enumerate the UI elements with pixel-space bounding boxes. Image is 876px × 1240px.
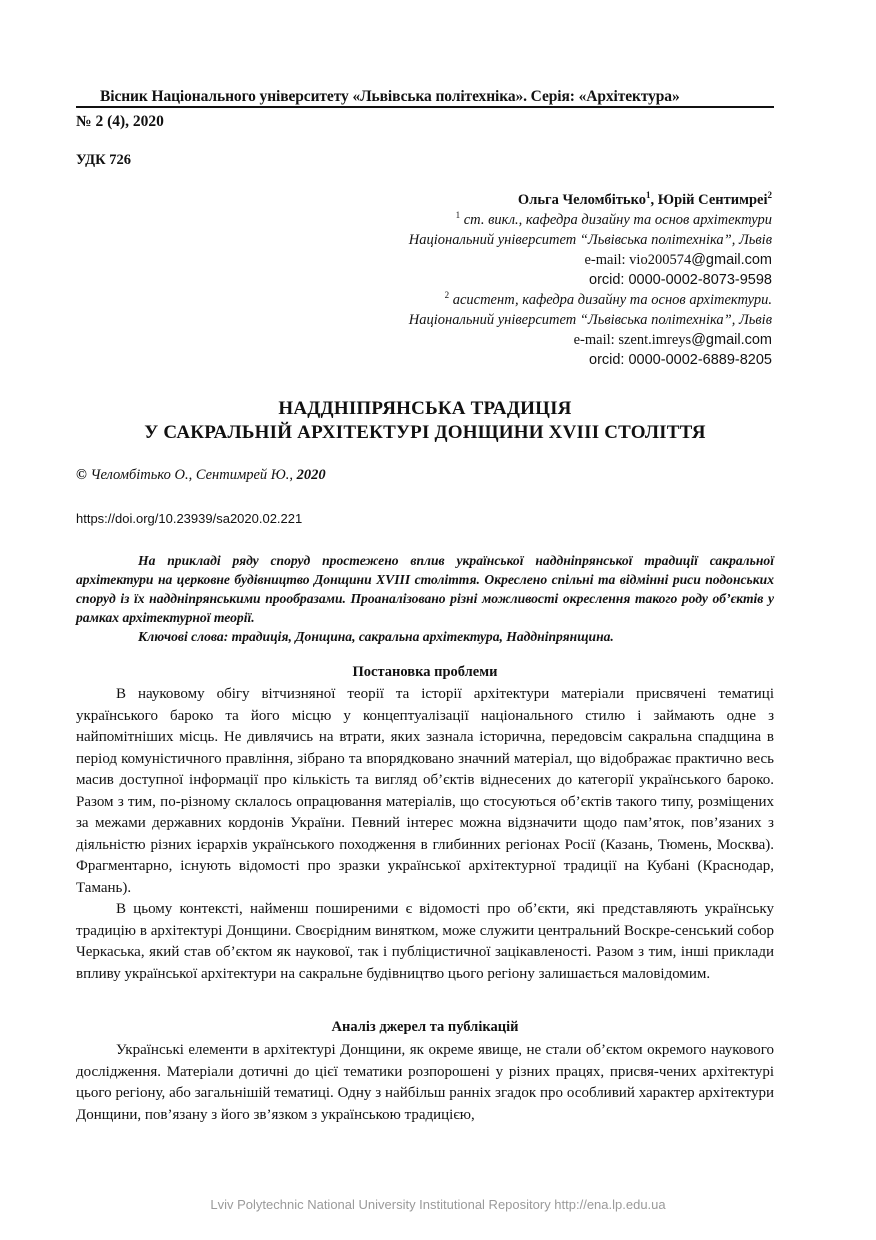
title-line-1: НАДДНІПРЯНСЬКА ТРАДИЦІЯ bbox=[278, 398, 572, 419]
udk-code bbox=[76, 152, 131, 169]
paragraph: Українські елементи в архітектурі Донщини, як окреме явище, не стали об’єктом окремого наукового дослідження. Матеріали дотичні до цієї тематики розпорошені у різних працях, присвя-чених архітектурі цього регіону, або загальнішій тематиці. Одну з найбільш ранніх згадок про особливий характер архітектури Донщини, пов’язану з його зв’язком з українською традицією, bbox=[76, 1042, 774, 1123]
abstract bbox=[76, 551, 774, 646]
affiliation1-sup: 1 bbox=[455, 210, 461, 221]
section-body-problem bbox=[76, 684, 774, 985]
affiliation1-university-text: Національний університет “Львівська політехніка”, Львів bbox=[408, 232, 772, 248]
email2[interactable] bbox=[212, 330, 772, 350]
issue-number: № 2 (4), 2020 bbox=[76, 113, 164, 130]
udk-label: УДК bbox=[76, 152, 106, 168]
doi-link[interactable]: https://doi.org/10.23939/sa2020.02.221 bbox=[76, 511, 303, 526]
section-heading-problem: Постановка проблеми bbox=[352, 664, 498, 680]
email1-user: e-mail: vio200574 bbox=[584, 252, 692, 268]
orcid2[interactable]: orcid: 0000-0002-6889-8205 bbox=[589, 352, 772, 368]
author1-name: Ольга Челомбітько bbox=[517, 192, 647, 208]
affiliation1-role-text: ст. викл., кафедра дизайну та основ архітектури bbox=[463, 212, 772, 228]
email2-user: e-mail: szent.imreys bbox=[573, 332, 692, 348]
affiliation2-university-text: Національний університет “Львівська політехніка”, Львів bbox=[408, 312, 772, 328]
author1-sup: 1 bbox=[646, 190, 651, 201]
keywords: Ключові слова: традиція, Донщина, сакральна архітектура, Наддніпрянщина. bbox=[138, 629, 614, 644]
copyright-symbol: © bbox=[76, 467, 87, 483]
journal-title: Вісник Національного університету «Львівська політехніка». Серія: «Архітектура» bbox=[100, 88, 680, 105]
paragraph: В цьому контексті, найменш поширеними є відомості про об’єкти, які представляють українську традицію в архітектурі Донщини. Своєрідним винятком, може служити центральний Воскре-сенський собор Черкаська, який став об’єктом як наукової, так і публіцистичної зацікавленості. Разом з тим, інші приклади впливу української архітектури на сакральне будівництво цього регіону залишається маловідомим. bbox=[76, 901, 774, 982]
author-names: Ольга Челомбітько$^1$, Юрій Сентимреі$^2$ bbox=[517, 190, 772, 208]
email1-domain: @gmail.com bbox=[691, 252, 772, 268]
section-heading-sources: Аналіз джерел та публікацій bbox=[331, 1019, 519, 1035]
email1[interactable] bbox=[212, 250, 772, 270]
affiliation2-role bbox=[212, 290, 772, 310]
section-body-sources bbox=[76, 1040, 774, 1126]
copyright-authors: Челомбітько О., Сентимрей Ю., bbox=[90, 467, 293, 483]
copyright bbox=[76, 467, 326, 484]
repository-footer: Lviv Polytechnic National University Institutional Repository http://ena.lp.edu.ua bbox=[210, 1197, 666, 1212]
udk-value: 726 bbox=[109, 152, 132, 168]
author2-name: Юрій Сентимреі bbox=[657, 192, 768, 208]
email2-domain: @gmail.com bbox=[691, 332, 772, 348]
affiliation1-university bbox=[212, 230, 772, 250]
affiliation2-role-text: асистент, кафедра дизайну та основ архітектури. bbox=[452, 292, 772, 308]
author2-sup: 2 bbox=[767, 190, 772, 201]
article-title bbox=[76, 397, 774, 445]
header-rule bbox=[76, 106, 774, 108]
orcid1[interactable]: orcid: 0000-0002-8073-9598 bbox=[589, 272, 772, 288]
affiliation2-sup: 2 bbox=[444, 290, 450, 301]
affiliation1-role bbox=[212, 210, 772, 230]
affiliation2-university bbox=[212, 310, 772, 330]
title-line-2: У САКРАЛЬНІЙ АРХІТЕКТУРІ ДОНЩИНИ XVIII СТОЛІТТЯ bbox=[144, 422, 706, 443]
author-block bbox=[212, 190, 772, 370]
copyright-year: 2020 bbox=[296, 467, 326, 483]
paragraph: В науковому обігу вітчизняної теорії та історії архітектури матеріали присвячені тематиці українського бароко та його місцю у концептуалізації національного стилю і займають одне з найпомітніших місць. Не дивлячись на втрати, яких зазнала історична, передовсім сакральна спадщина в період комуністичного правління, зібрано та впорядковано значний матеріал, що відображає практично весь масив доступної інформації про кількість та вигляд об’єктів віднесених до категорії українського бароко. Разом з тим, по-різному склалось опрацювання матеріалів, що стосуються об’єктів такого типу, розміщених за межами державних кордонів України. Певний інтерес можна відзначити щодо пам’яток, пов’язаних з діяльністю різних ієрархів українського походження в глибинних регіонах Росії (Казань, Тюмень, Москва). Фрагментарно, існують відомості про зразки української архітектурної традиції на Кубані (Краснодар, Тамань). bbox=[76, 686, 774, 896]
abstract-text: На прикладі ряду споруд простежено вплив української наддніпрянської традиції сакральної архітектури на церковне будівництво Донщини XVIII століття. Окреслено спільні та відмінні риси подонських споруд із їх наддніпрянськими прообразами. Проаналізовано різні можливості окреслення такого роду об’єктів у рамках архітектурної теорії. bbox=[76, 553, 774, 625]
